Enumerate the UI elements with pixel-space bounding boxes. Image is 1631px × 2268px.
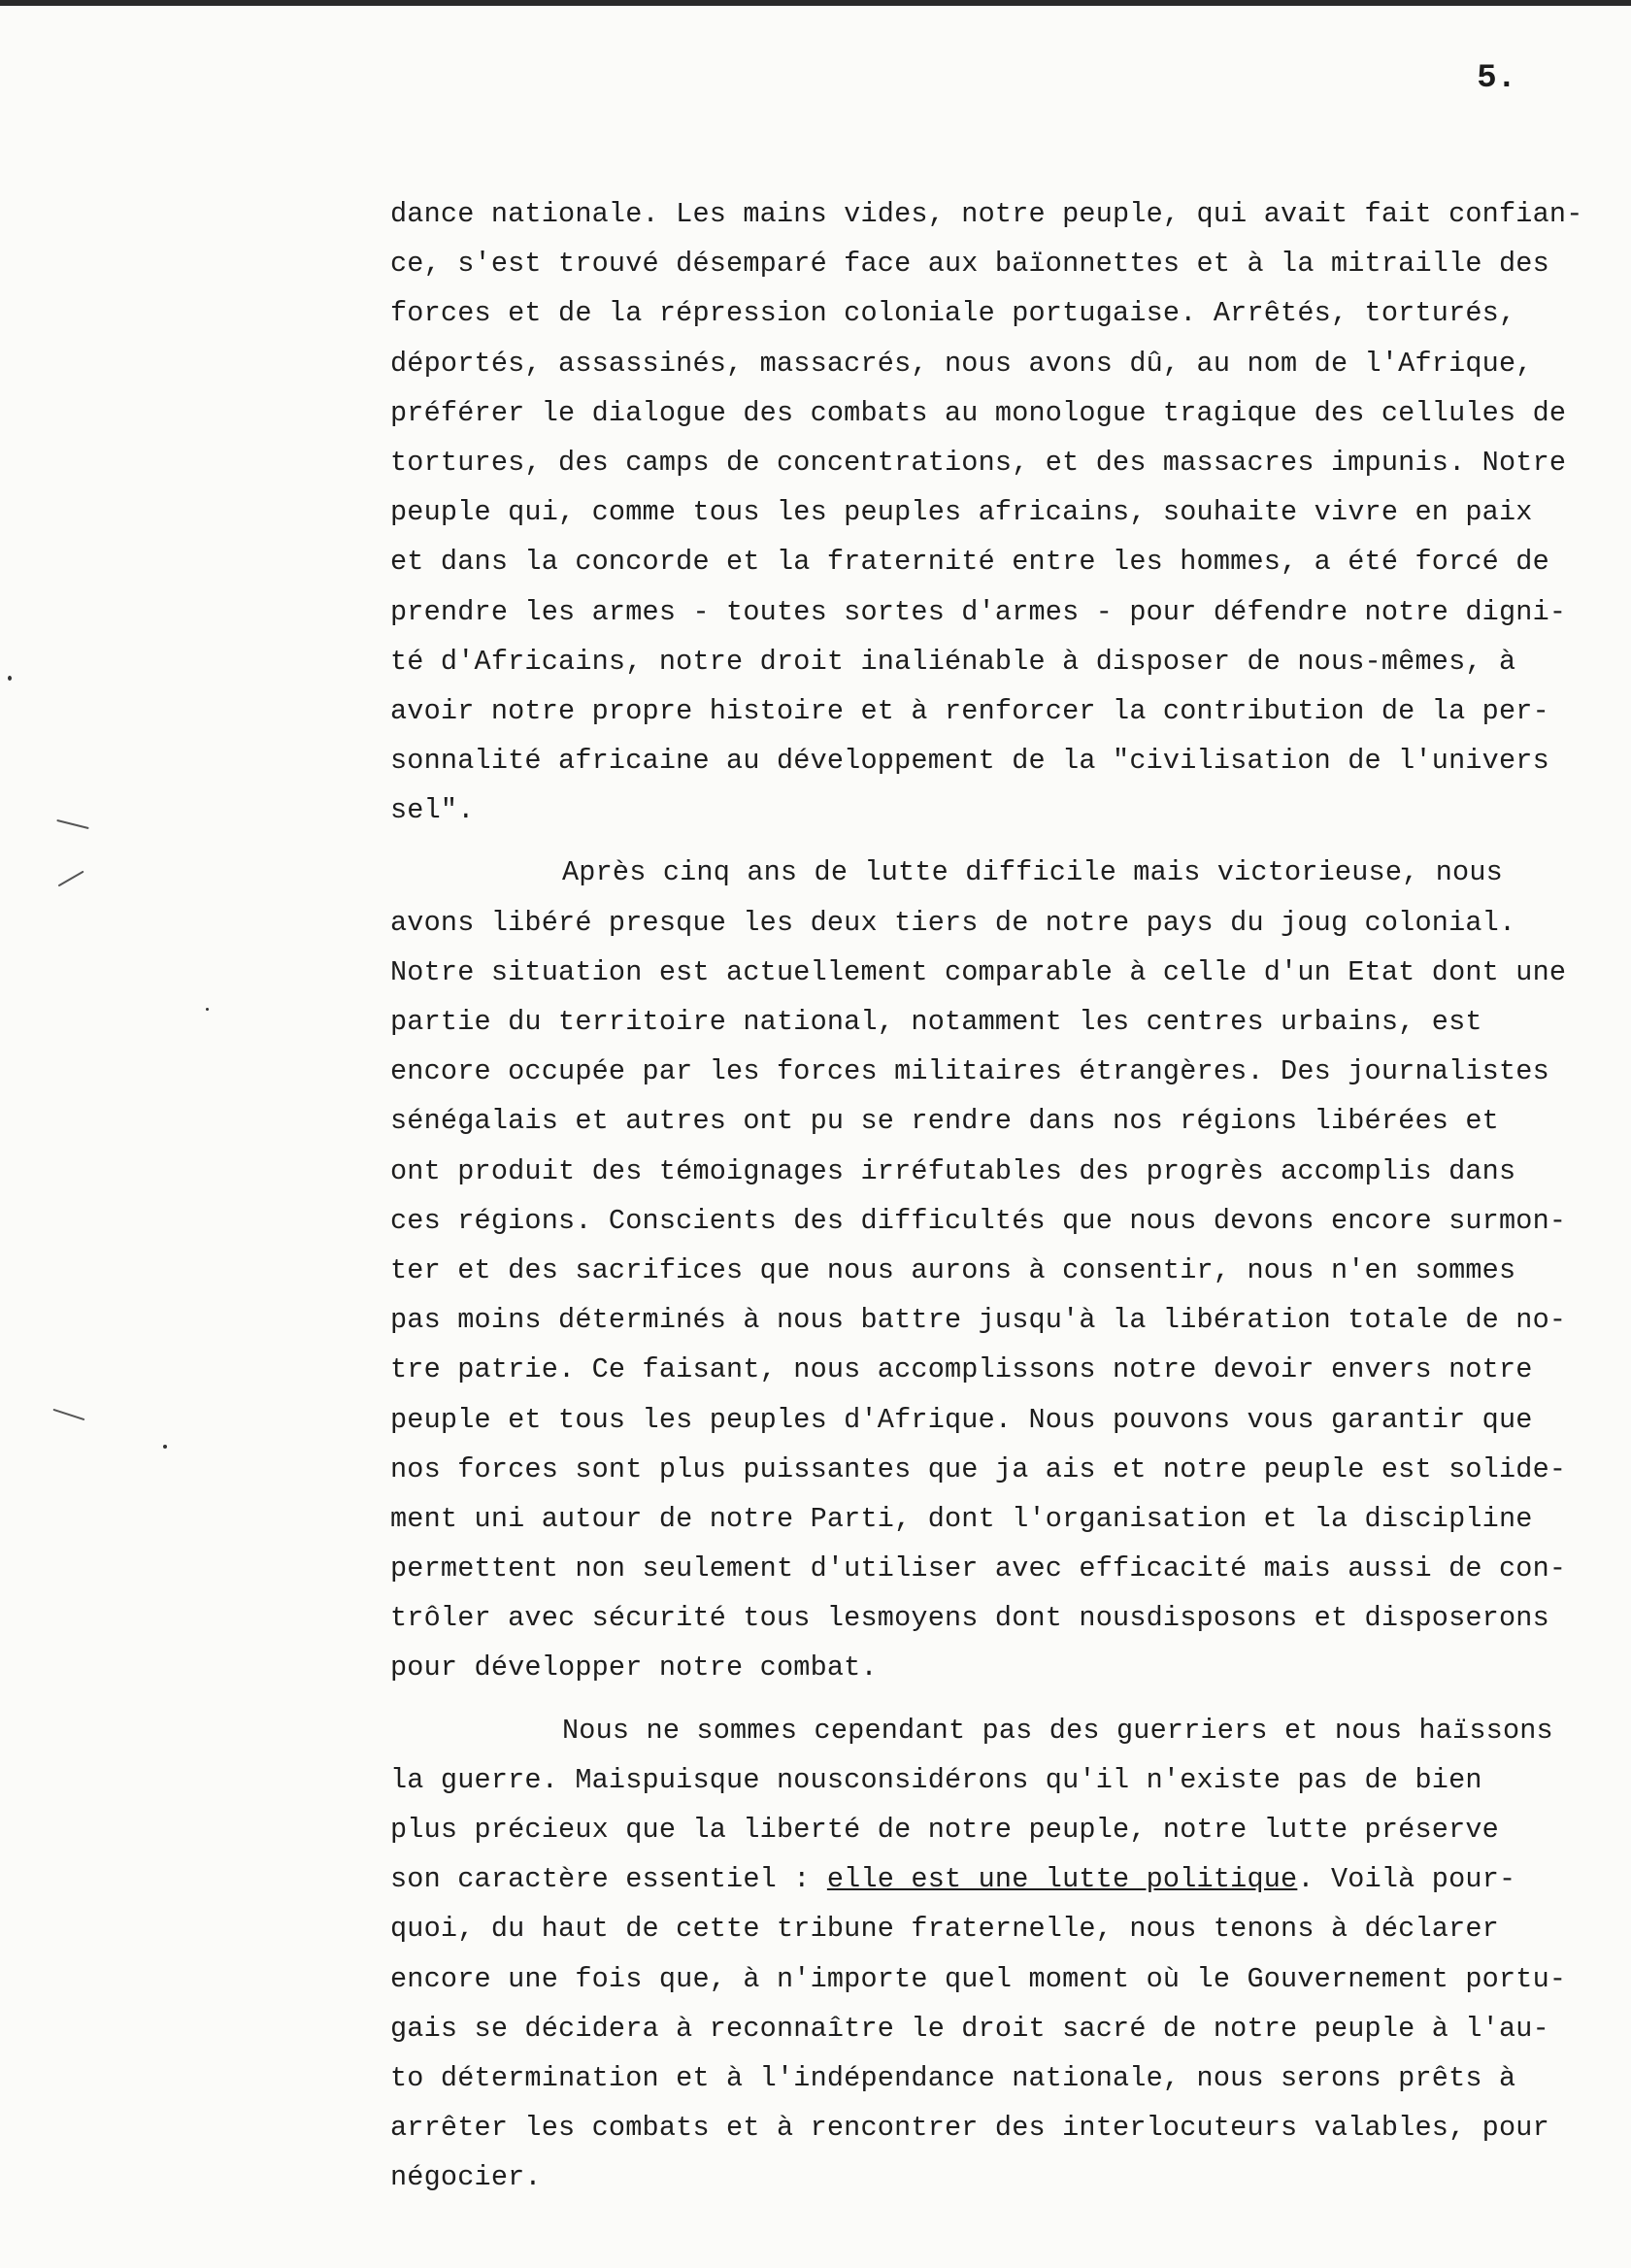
top-border-rule (0, 0, 1631, 6)
text-line: encore occupée par les forces militaires étrangères. Des journalistes (390, 1055, 1549, 1088)
margin-dot (8, 676, 12, 681)
margin-dot (163, 1445, 167, 1449)
text-line: to détermination et à l'indépendance nationale, nous serons prêts à (390, 2061, 1516, 2094)
text-line: ment uni autour de notre Parti, dont l'organisation et la discipline (390, 1502, 1533, 1535)
text-line: déportés, assassinés, massacrés, nous avons dû, au nom de l'Afrique, (390, 347, 1533, 380)
text-line: son caractère essentiel : elle est une lutte politique. Voilà pour- (390, 1863, 1516, 1896)
text-line: avoir notre propre histoire et à renforcer la contribution de la per- (390, 694, 1549, 727)
margin-mark (58, 871, 84, 886)
text-line: permettent non seulement d'utiliser avec efficacité mais aussi de con- (390, 1552, 1567, 1585)
text-line: quoi, du haut de cette tribune fraternelle, nous tenons à déclarer (390, 1913, 1499, 1946)
paragraph (390, 189, 1594, 835)
margin-mark (53, 1409, 85, 1420)
text-line: et dans la concorde et la fraternité entre les hommes, a été forcé de (390, 546, 1549, 579)
text-line: partie du territoire national, notamment les centres urbains, est (390, 1006, 1482, 1038)
text-line: plus précieux que la liberté de notre peuple, notre lutte préserve (390, 1814, 1499, 1846)
text-line: ce, s'est trouvé désemparé face aux baïonnettes et à la mitraille des (390, 248, 1549, 281)
text-line: négocier. (390, 2161, 542, 2194)
text-line: pour développer notre combat. (390, 1651, 878, 1684)
text-line: avons libéré presque les deux tiers de notre pays du joug colonial. (390, 906, 1516, 939)
text-line: ces régions. Conscients des difficultés que nous devons encore surmon- (390, 1204, 1567, 1237)
text-line: arrêter les combats et à rencontrer des interlocuteurs valables, pour (390, 2112, 1549, 2145)
text-line: sénégalais et autres ont pu se rendre dans nos régions libérées et (390, 1105, 1499, 1138)
text-line: ter et des sacrifices que nous aurons à consentir, nous n'en sommes (390, 1253, 1516, 1286)
text-line: Notre situation est actuellement comparable à celle d'un Etat dont une (390, 955, 1567, 988)
text-line: nos forces sont plus puissantes que ja ais et notre peuple est solide- (390, 1452, 1567, 1485)
document-body (390, 189, 1594, 2203)
margin-dot (206, 1008, 209, 1011)
text-line: pas moins déterminés à nous battre jusqu'à la libération totale de no- (390, 1304, 1567, 1337)
underlined-phrase: elle est une lutte politique (826, 1863, 1298, 1896)
text-line: préférer le dialogue des combats au monologue tragique des cellules de (390, 396, 1567, 429)
text-line: peuple qui, comme tous les peuples africains, souhaite vivre en paix (390, 496, 1533, 529)
text-line: Nous ne sommes cependant pas des guerriers et nous haïssons (562, 1714, 1553, 1747)
text-line: tre patrie. Ce faisant, nous accomplissons notre devoir envers notre (390, 1353, 1533, 1386)
text-line: sel". (390, 794, 475, 827)
text-line: tortures, des camps de concentrations, et des massacres impunis. Notre (390, 446, 1567, 479)
text-line: prendre les armes - toutes sortes d'armes - pour défendre notre digni- (390, 595, 1567, 628)
paragraph (390, 1706, 1594, 2203)
margin-mark (56, 819, 88, 829)
text-line: ont produit des témoignages irréfutables des progrès accomplis dans (390, 1154, 1516, 1187)
page-number: 5. (1477, 60, 1516, 97)
text-line: sonnalité africaine au développement de la "civilisation de l'univers (390, 745, 1549, 778)
text-line: la guerre. Maispuisque nousconsidérons qu'il n'existe pas de bien (390, 1763, 1482, 1796)
text-line: trôler avec sécurité tous lesmoyens dont nousdisposons et disposerons (390, 1602, 1549, 1635)
text-line: encore une fois que, à n'importe quel moment où le Gouvernement portu- (390, 1962, 1567, 1995)
text-line: forces et de la répression coloniale portugaise. Arrêtés, torturés, (390, 297, 1516, 330)
text-line: té d'Africains, notre droit inaliénable à disposer de nous-mêmes, à (390, 645, 1516, 678)
paragraph-gap (390, 1693, 1594, 1706)
text-line: Après cinq ans de lutte difficile mais victorieuse, nous (562, 856, 1503, 889)
text-line: dance nationale. Les mains vides, notre peuple, qui avait fait confian- (390, 198, 1583, 230)
paragraph (390, 848, 1594, 1692)
text-line: peuple et tous les peuples d'Afrique. Nous pouvons vous garantir que (390, 1403, 1533, 1436)
paragraph-gap (390, 835, 1594, 848)
text-line: gais se décidera à reconnaître le droit sacré de notre peuple à l'au- (390, 2012, 1549, 2045)
